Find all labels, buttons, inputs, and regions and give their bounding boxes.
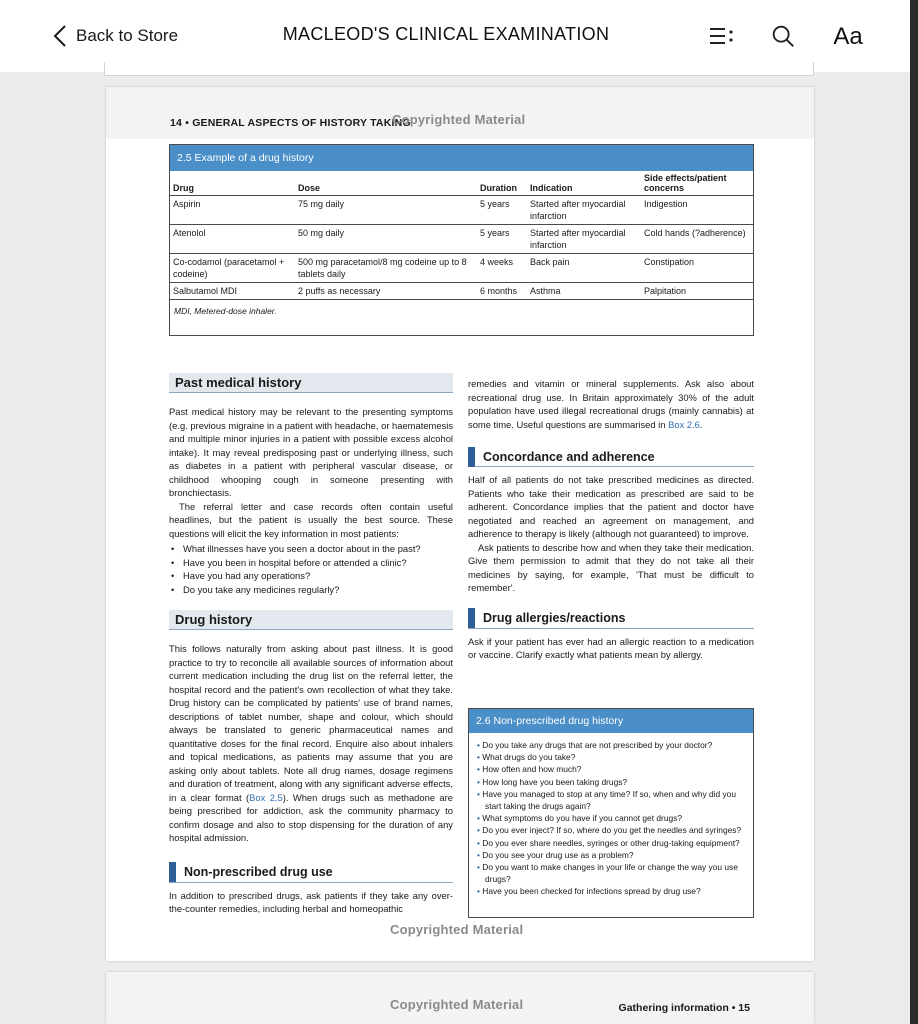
table-cell: Salbutamol MDI [170,283,295,300]
list-item: • Have you managed to stop at any time? If so, when and why did you start taking the drugs again? [475,788,747,812]
dh-text-part: ). When drugs such as methadone are being prescribed for addiction, ask the community pharmacy to confirm dosage and also to stop dispensing for the duration of any hospital admission. [169,791,453,843]
table-header: Dose [295,171,477,196]
table-row [170,196,753,225]
list-item: • How long have you been taking drugs? [475,776,747,788]
heading-text: Drug allergies/reactions [483,611,626,625]
search-icon[interactable] [768,22,798,52]
chevron-left-icon [52,24,68,48]
running-head-next-page: Gathering information • 15 [618,1002,750,1014]
heading-drug-history: Drug history [169,610,453,630]
pmh-paragraph-2: The referral letter and case records often contain useful headlines, but the patient is usually the best source. These questions will elicit the key information in most patients: [169,500,453,539]
list-item: • Have you had any operations? [171,569,453,583]
book-title: MACLEOD'S CLINICAL EXAMINATION [282,24,610,44]
npdu-text-part: . [699,418,703,430]
table-cell: Cold hands (?adherence) [641,225,753,254]
watermark-bottom: Copyrighted Material [390,922,524,937]
table-cell: 6 months [477,283,527,300]
table-cell: Palpitation [641,283,753,300]
list-item: • Do you see your drug use as a problem? [475,849,747,861]
table-header-row [170,171,753,196]
table-header: Indication [527,171,641,196]
table-row [170,254,753,283]
npdu-paragraph-left: In addition to prescribed drugs, ask patients if they take any over-the-counter remedies, including herbal and homeopathic [169,889,453,914]
drug-history-table [170,171,753,300]
table-cell: 2 puffs as necessary [295,283,477,300]
table-footnote: MDI, Metered-dose inhaler. [174,306,277,316]
running-head: 14 • GENERAL ASPECTS OF HISTORY TAKING [170,117,411,129]
table-cell: Aspirin [170,196,295,225]
table-cell: 4 weeks [477,254,527,283]
table-cell: 75 mg daily [295,196,477,225]
heading-past-medical-history: Past medical history [169,373,453,393]
dh-paragraph [169,642,453,845]
heading-concordance [468,447,754,467]
heading-text: Concordance and adherence [483,449,655,464]
table-cell: 5 years [477,196,527,225]
list-icon[interactable] [706,22,736,52]
allergies-paragraph: Ask if your patient has ever had an allergic reaction to a medication or vaccine. Clarify exactly what patients mean by allergy. [468,635,754,660]
list-item: • Do you ever inject? If so, where do you get the needles and syringes? [475,824,747,836]
previous-page-edge [104,62,814,76]
npdu-text-part: remedies and vitamin or mineral supplements. Ask also about recreational drug use. In Britain approximately 30% of the adult population have used illegal recreational drugs (mainly cannabis) at some time. Useful questions are summarised in [468,378,754,430]
list-item: • Do you take any medicines regularly? [171,583,453,597]
list-item: • Do you want to make changes in your life or change the way you use drugs? [475,861,747,885]
pmh-question-list [169,542,453,596]
book-page [106,87,814,961]
pmh-paragraph-1: Past medical history may be relevant to the presenting symptoms (e.g. previous migraine in a patient with headache, or haematemesis and multiple minor injuries in a patient with possible excess alcohol intake). It may reveal predisposing past or underlying illness, such as diabetes in a patient with peripheral vascular disease, or childhood whooping cough in someone presenting with bronchiectasis. [169,406,454,498]
back-label: Back to Store [76,26,179,45]
list-item: • Do you take any drugs that are not prescribed by your doctor? [475,739,747,751]
table-row [170,225,753,254]
concordance-paragraph-1: Half of all patients do not take prescribed medicines as directed. Patients who take their medication as prescribed are said to be adherent. Concordance implies that the patient and doctor have negotiated and reached an agreement on management, and adherence to therapy is likely (although not guaranteed) to improve. [468,474,754,539]
list-item: • Have you been checked for infections spread by drug use? [475,885,747,897]
table-cell: Atenolol [170,225,295,254]
heading-bar [169,862,176,882]
heading-text: Non-prescribed drug use [184,865,333,879]
box-title: 2.5 Example of a drug history [170,145,753,171]
watermark-next-page: Copyrighted Material [390,997,524,1012]
font-size-button[interactable]: Aa [833,23,863,50]
right-column [468,377,754,662]
list-item: • Do you ever share needles, syringes or other drug-taking equipment? [475,837,747,849]
heading-bar [468,447,475,467]
box-non-prescribed-drug-history [468,708,754,918]
heading-non-prescribed-drug-use [169,863,453,883]
list-item: • What illnesses have you seen a doctor about in the past? [171,542,453,556]
list-item: • How often and how much? [475,763,747,775]
table-cell: Back pain [527,254,641,283]
table-header: Drug [170,171,295,196]
box-drug-history-example [169,144,754,336]
concordance-paragraph-2: Ask patients to describe how and when they take their medication. Give them permission to admit that they do not take all their medicines by saying, for example, 'That must be difficult to remember'. [468,541,754,593]
heading-bar [468,608,475,628]
table-cell: 500 mg paracetamol/8 mg codeine up to 8 tablets daily [295,254,477,283]
table-cell: 5 years [477,225,527,254]
table-cell: Co-codamol (paracetamol + codeine) [170,254,295,283]
list-item: • What symptoms do you have if you cannot get drugs? [475,812,747,824]
table-cell: Indigestion [641,196,753,225]
table-cell: 50 mg daily [295,225,477,254]
table-row [170,283,753,300]
table-cell: Constipation [641,254,753,283]
box-2-6-link[interactable]: Box 2.6 [668,418,700,430]
back-to-store-button[interactable] [52,22,178,50]
heading-drug-allergies [468,609,754,629]
edge-strip [910,0,918,1024]
table-header: Side effects/patient concerns [641,171,753,196]
left-column [169,373,453,916]
table-cell: Started after myocardial infarction [527,196,641,225]
list-item: • What drugs do you take? [475,751,747,763]
non-prescribed-question-list [469,733,753,898]
table-cell: Asthma [527,283,641,300]
watermark-top: Copyrighted Material [392,112,526,127]
table-cell: Started after myocardial infarction [527,225,641,254]
list-item: • Have you been in hospital before or attended a clinic? [171,556,453,570]
box-2-5-link[interactable]: Box 2.5 [249,791,283,803]
box-title: 2.6 Non-prescribed drug history [469,709,753,733]
table-header: Duration [477,171,527,196]
dh-text-part: This follows naturally from asking about past illness. It is good practice to try to reconcile all available sources of information about current medication including the drug list on the referral letter, the hospital record and the patient's own recollection of what they take. Drug history can be complicated by patients' use of brand names, descriptions of tablet number, shape and colour, which should always be translated to generic pharmaceutical names and quantitative doses for the final record. Enquire also about inhalers and topical medications, as patients may assume that you are asking only about tablets. Note all drug names, dosage regimens and duration of treatment, along with any significant adverse effects, in a clear format ( [169,643,453,803]
npdu-paragraph-right [468,377,754,431]
next-page-header [106,972,814,1024]
